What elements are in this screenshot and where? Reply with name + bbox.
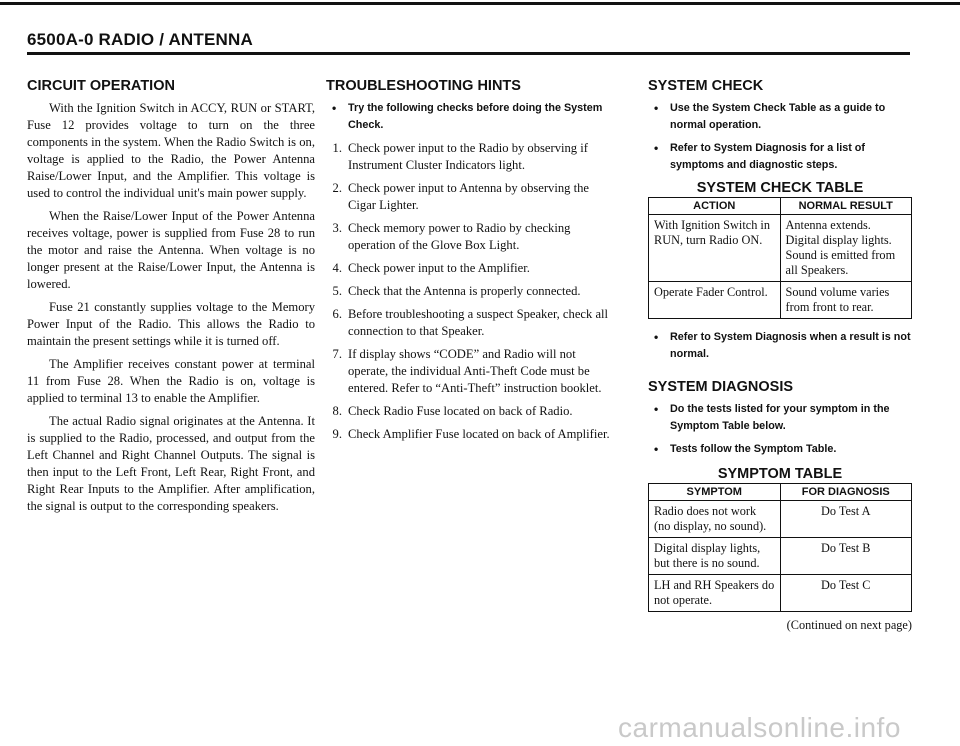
table-cell: Sound volume varies from front to rear. [780,282,912,319]
column-header: NORMAL RESULT [780,198,912,215]
table-cell: With Ignition Switch in RUN, turn Radio ON. [649,215,781,282]
list-item: 5. Check that the Antenna is properly connected. [332,284,581,298]
table-row [649,575,912,612]
system-check-heading: SYSTEM CHECK [648,78,764,94]
list-item: • Do the tests listed for your symptom in the Symptom Table below. [648,401,912,435]
troubleshooting-heading: TROUBLESHOOTING HINTS [326,78,521,94]
table-row [649,538,912,575]
list-item: • Tests follow the Symptom Table. [648,441,912,458]
table-row [649,215,912,282]
symptom-table [648,483,912,612]
table-cell: Radio does not work (no display, no sound). [649,501,781,538]
list-item: 8. Check Radio Fuse located on back of Radio. [332,404,573,418]
symptom-table-title: SYMPTOM TABLE [717,466,843,482]
circuit-operation-heading: CIRCUIT OPERATION [27,78,175,94]
list-item: 3. Check memory power to Radio by checking operation of the Glove Box Light. [332,221,571,252]
table-cell: Digital display lights, but there is no sound. [649,538,781,575]
top-border [0,2,960,5]
system-check-table-title: SYSTEM CHECK TABLE [696,180,864,196]
list-item: 7. If display shows “CODE” and Radio will not operate, the individual Anti-Theft Code must be entered. Refer to “Anti-Theft” instruction booklet. [332,347,602,395]
circuit-operation-section [27,78,315,515]
circuit-paragraph-5: The actual Radio signal originates at the Antenna. It is supplied to the Radio, processed, and output from the Left Channel and Right Channel Outputs. The signal is then input to the Left Front, Left Rear, Right Front, and Right Rear Inputs to the Amplifier. After amplification, the signal is output to the corresponding speakers. [27,414,315,513]
list-item: 1. Check power input to the Radio by observing if Instrument Cluster Indicators light. [332,141,588,172]
troubleshooting-steps [326,140,614,443]
continued-note: (Continued on next page) [786,618,912,632]
table-cell: Operate Fader Control. [649,282,781,319]
list-item: 4. Check power input to the Amplifier. [332,261,530,275]
circuit-paragraph-2: When the Raise/Lower Input of the Power Antenna receives voltage, power is supplied from Fuse 28 to run the motor and raise the Antenna. When voltage is no longer present at the Raise/Lower Input, the Antenna is lowered. [27,209,315,291]
table-cell: Do Test C [780,575,912,612]
system-check-table [648,197,912,319]
system-check-bullets [648,100,912,174]
column-header: FOR DIAGNOSIS [780,484,912,501]
system-diagnosis-bullets [648,401,912,458]
table-cell: LH and RH Speakers do not operate. [649,575,781,612]
circuit-paragraph-4: The Amplifier receives constant power at terminal 11 from Fuse 28. When the Radio is on, voltage is applied to terminal 13 to enable the Amplifier. [27,357,315,405]
troubleshooting-bullet: • Try the following checks before doing the System Check. [326,100,614,134]
troubleshooting-bullets [326,100,614,134]
table-header-row [649,198,912,215]
list-item: 6. Before troubleshooting a suspect Speaker, check all connection to that Speaker. [332,307,609,338]
list-item: • Refer to System Diagnosis for a list of symptoms and diagnostic steps. [648,140,912,174]
title-rule [27,52,910,55]
table-row [649,282,912,319]
table-cell: Do Test B [780,538,912,575]
list-item: 2. Check power input to Antenna by observing the Cigar Lighter. [332,181,589,212]
column-header: SYMPTOM [649,484,781,501]
table-cell: Do Test A [780,501,912,538]
list-item: • Refer to System Diagnosis when a result is not normal. [648,329,912,363]
table-row [649,501,912,538]
list-item: • Use the System Check Table as a guide to normal operation. [648,100,912,134]
circuit-paragraph-1: With the Ignition Switch in ACCY, RUN or START, Fuse 12 provides voltage to turn on the three components in the system. When the Radio Switch is on, voltage is applied to the Radio, the Power Antenna Raise/Lower Input, and the Amplifier. This voltage is used to control the individual unit's main power supply. [27,101,315,200]
system-check-section [648,78,912,633]
list-item: 9. Check Amplifier Fuse located on back of Amplifier. [332,427,610,441]
system-check-note [648,329,912,363]
watermark: carmanualsonline.info [618,712,901,743]
circuit-paragraph-3: Fuse 21 constantly supplies voltage to the Memory Power Input of the Radio. This allows the Radio to maintain the present settings while it is turned off. [27,300,315,348]
table-cell: Antenna extends. Digital display lights. Sound is emitted from all Speakers. [780,215,912,282]
system-diagnosis-heading: SYSTEM DIAGNOSIS [648,379,794,395]
troubleshooting-section [326,78,614,449]
page-title: 6500A-0 RADIO / ANTENNA [27,30,253,49]
table-header-row [649,484,912,501]
column-header: ACTION [649,198,781,215]
